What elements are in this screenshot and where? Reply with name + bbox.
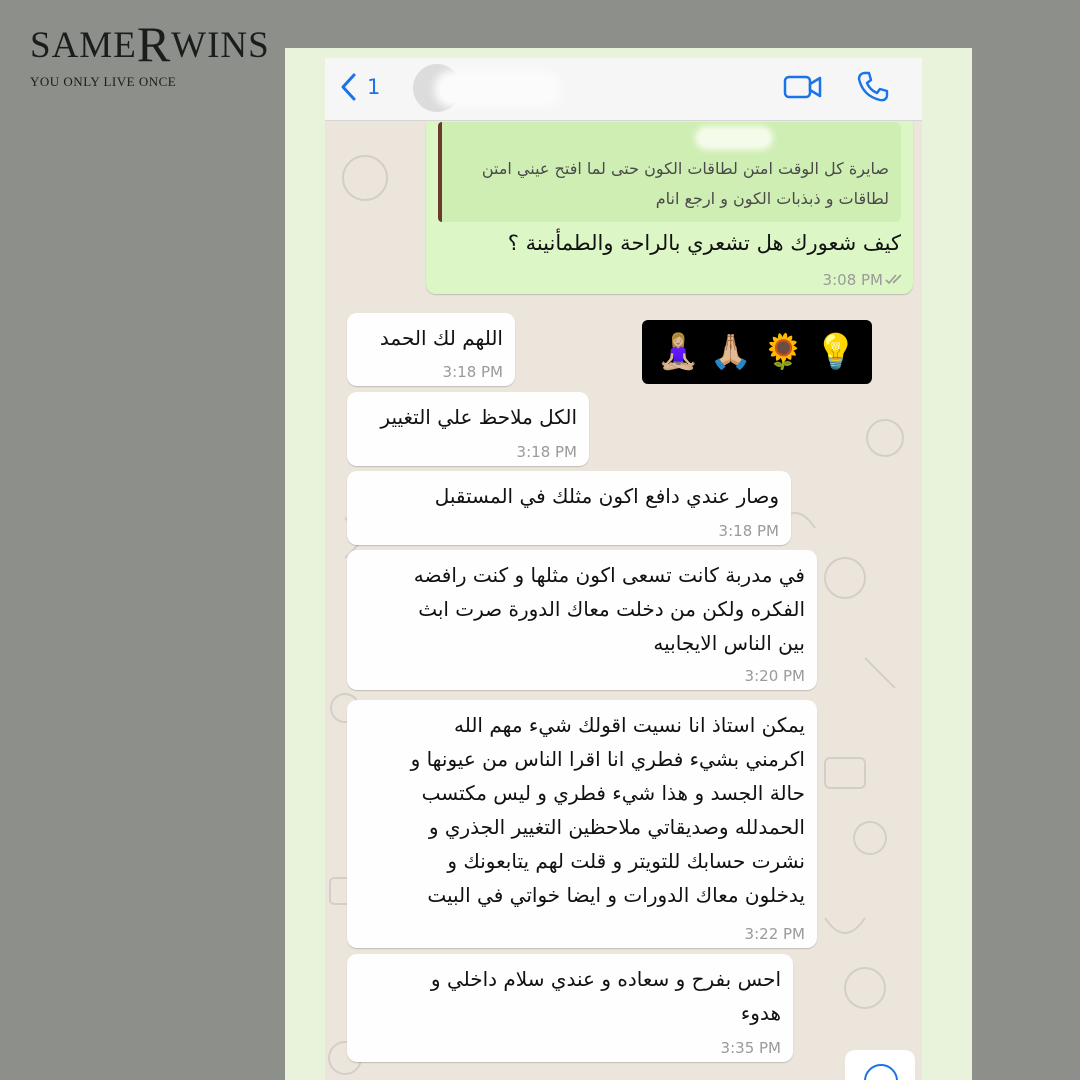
contact-name[interactable]	[440, 76, 556, 102]
quote-author	[699, 130, 769, 146]
message-line: نشرت حسابك للتويتر و قلت لهم يتابعونك و	[447, 849, 805, 873]
double-check-icon	[885, 273, 905, 285]
message-line: حالة الجسد و هذا شيء فطري و ليس مكتسب	[421, 781, 805, 805]
praying-hands-emoji: 🙏🏼	[709, 332, 752, 372]
incoming-message[interactable]	[347, 550, 817, 690]
message-line: احس بفرح و سعاده و عندي سلام داخلي و	[430, 967, 781, 991]
message-time: 3:18 PM	[718, 522, 779, 540]
message-line: بين الناس الايجابيه	[653, 631, 805, 655]
quote-text: صايرة كل الوقت امتن لطاقات الكون حتى لما افتح عيني امتن لطاقات و ذبذبات الكون و ارجع انام	[481, 159, 889, 208]
scroll-down-button[interactable]	[845, 1050, 915, 1080]
message-text: وصار عندي دافع اكون مثلك في المستقبل	[434, 484, 779, 508]
message-line: هدوء	[740, 1001, 781, 1025]
meditation-emoji: 🧘🏼‍♀️	[657, 332, 700, 372]
brand-logo	[30, 16, 270, 90]
incoming-message[interactable]	[347, 392, 589, 466]
message-time: 3:22 PM	[744, 925, 805, 943]
quoted-message[interactable]	[438, 122, 901, 222]
message-line: اكرمني بشيء فطري انا اقرا الناس من عيونها و	[410, 747, 805, 771]
back-button[interactable]	[339, 72, 380, 102]
outgoing-message[interactable]	[426, 114, 913, 294]
incoming-message[interactable]	[347, 954, 793, 1062]
brand-tagline: YOU ONLY LIVE ONCE	[30, 74, 177, 89]
video-camera-icon	[783, 72, 823, 102]
message-line: يدخلون معاك الدورات و ايضا خواتي في البيت	[427, 883, 805, 907]
message-time: 3:20 PM	[744, 667, 805, 685]
voice-call-button[interactable]	[856, 70, 890, 108]
message-line: في مدربة كانت تسعى اكون مثلها و كنت رافضه	[413, 563, 805, 587]
chat-header	[325, 58, 922, 121]
light-bulb-emoji: 💡	[814, 332, 857, 372]
message-time: 3:18 PM	[516, 443, 577, 461]
sunflower-emoji: 🌻	[762, 332, 805, 372]
emoji-overlay	[642, 320, 872, 384]
message-time: 3:35 PM	[720, 1039, 781, 1057]
incoming-message[interactable]	[347, 313, 515, 386]
message-line: يمكن استاذ انا نسيت اقولك شيء مهم الله	[453, 713, 805, 737]
unread-count: 1	[367, 75, 381, 99]
incoming-message[interactable]	[347, 700, 817, 948]
video-call-button[interactable]	[783, 72, 823, 106]
message-time: 3:18 PM	[442, 363, 503, 381]
message-text: كيف شعورك هل تشعري بالراحة والطمأنينة ؟	[507, 231, 901, 255]
incoming-message[interactable]	[347, 471, 791, 545]
brand-name: SAMERWINS	[30, 16, 270, 72]
message-line: الفكره ولكن من دخلت معاك الدورة صرت ابث	[418, 597, 805, 621]
message-line: الحمدلله وصديقاتي ملاحظين التغيير الجذري و	[428, 815, 805, 839]
message-text: الكل ملاحظ علي التغيير	[380, 405, 577, 429]
phone-icon	[856, 70, 890, 104]
chat-screen	[325, 58, 922, 1080]
chevron-down-icon	[864, 1064, 898, 1080]
message-time: 3:08 PM	[822, 271, 883, 289]
chevron-left-icon	[339, 72, 357, 102]
message-text: اللهم لك الحمد	[379, 326, 503, 350]
